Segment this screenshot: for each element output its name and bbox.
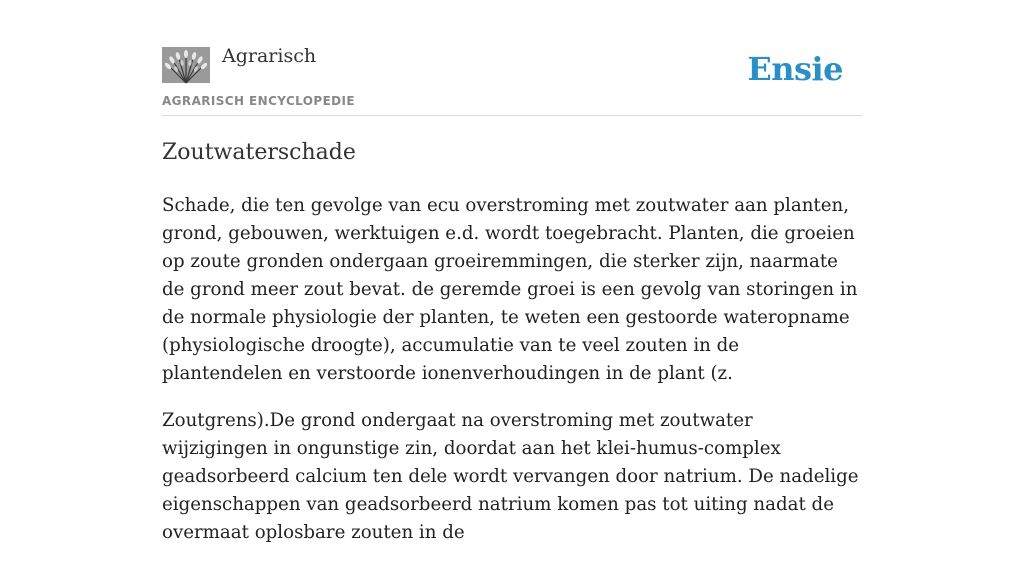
page-container [162, 0, 862, 543]
article-body [162, 192, 862, 566]
brand-logo[interactable]: Ensie [747, 50, 843, 88]
source-name-link[interactable]: Agrarisch [222, 45, 317, 67]
article-paragraph: Zoutgrens).De grond ondergaat na overstroming met zoutwater wijzigingen in ongunstige zin, doordat aan het klei-humus-complex geadsorbeerd calcium ten dele wordt vervangen door natrium. De nadelige eigenschappen van geadsorbeerd natrium komen pas tot uiting nadat de overmaat oplosbare zouten in de [162, 410, 859, 543]
wheat-sheaf-icon[interactable] [162, 47, 210, 83]
page-header [162, 0, 862, 116]
article-paragraph: Schade, die ten gevolge van ecu overstroming met zoutwater aan planten, grond, gebouwen, werktuigen e.d. wordt toegebracht. Planten, die groeien op zoute gronden ondergaan groeiremmingen, die sterker zijn, naarmate de grond meer zout bevat. de geremde groei is een gevolg van storingen in de normale physiologie der planten, te weten een gestoorde wateropname (physiologische droogte), accumulatie van te veel zouten in de plantendelen en verstoorde ionenverhoudingen in de plant (z. [162, 195, 858, 384]
article-title: Zoutwaterschade [162, 140, 356, 165]
source-subtitle: AGRARISCH ENCYCLOPEDIE [162, 94, 355, 108]
